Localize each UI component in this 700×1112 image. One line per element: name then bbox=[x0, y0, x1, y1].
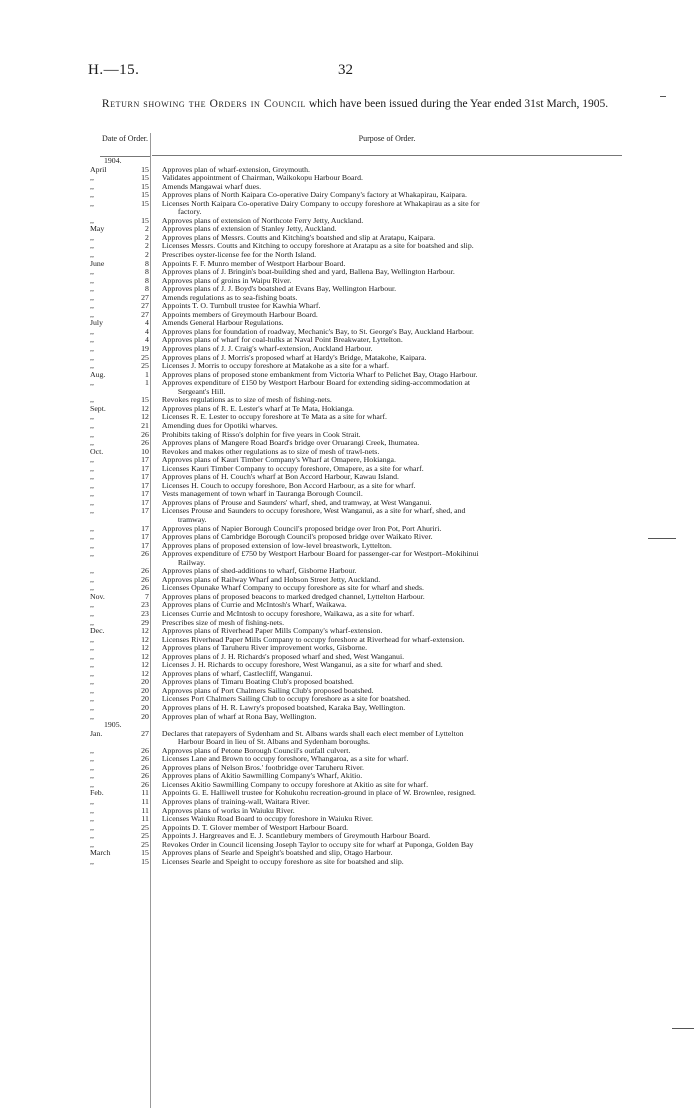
purpose-text: Licenses North Kaipara Co-operative Dairy Company to occupy foreshore at Whakapirau as a site for bbox=[161, 198, 480, 208]
day-cell: 15 bbox=[141, 848, 149, 858]
purpose-continuation: tramway. bbox=[177, 514, 207, 524]
purpose-text: Approves plans of H. R. Lawry's proposed boatshed, Karaka Bay, Wellington. bbox=[161, 703, 406, 712]
month-cell: ,, bbox=[90, 241, 94, 251]
purpose-text: Prohibits taking of Risso's dolphin for five years in Cook Strait. bbox=[161, 429, 361, 439]
month-cell: May bbox=[90, 224, 105, 234]
purpose-text: Approves plans of Railway Wharf and Hobson Street Jetty, Auckland. bbox=[161, 574, 381, 584]
month-cell: ,, bbox=[90, 352, 94, 362]
table-row bbox=[90, 550, 630, 567]
day-cell: 26 bbox=[141, 583, 149, 593]
purpose-text: Appoints D. T. Glover member of Westport Harbour Board. bbox=[161, 822, 349, 832]
purpose-text: Licenses Messrs. Coutts and Kitching to occupy foreshore at Aratapu as a site for boatshed and slip. bbox=[161, 241, 474, 251]
purpose-text: Approves plans of extension of Stanley Jetty, Auckland. bbox=[161, 224, 337, 234]
day-cell: 17 bbox=[141, 497, 149, 507]
day-cell: 12 bbox=[141, 403, 149, 413]
day-cell: 27 bbox=[141, 309, 149, 319]
purpose-text: Amends General Harbour Regulations. bbox=[161, 318, 284, 328]
purpose-text: Approves plans of R. E. Lester's wharf at Te Mata, Hokianga. bbox=[161, 403, 355, 413]
purpose-text: Appoints G. E. Halliwell trustee for Kohukohu recreation-ground in place of W. Brownlee, resigned. bbox=[161, 788, 476, 798]
table-row bbox=[90, 730, 630, 747]
column-header-date: Date of Order. bbox=[100, 133, 150, 157]
day-cell: 11 bbox=[141, 788, 149, 798]
day-cell: 20 bbox=[141, 703, 149, 712]
day-cell: 8 bbox=[144, 258, 149, 268]
purpose-text: Appoints F. F. Munro member of Westport Harbour Board. bbox=[161, 258, 346, 268]
purpose-text: Amends Mangawai wharf dues. bbox=[161, 181, 262, 191]
purpose-text: Licenses Kauri Timber Company to occupy foreshore, Omapere, as a site for wharf. bbox=[161, 463, 424, 473]
month-cell: ,, bbox=[90, 215, 94, 225]
day-cell: 8 bbox=[144, 284, 149, 294]
purpose-text: Approves plans of Port Chalmers Sailing Club's proposed boatshed. bbox=[161, 685, 374, 695]
page-title bbox=[86, 98, 624, 110]
purpose-text: Appoints members of Greymouth Harbour Board. bbox=[161, 309, 318, 319]
purpose-cell bbox=[162, 858, 630, 867]
day-cell: 27 bbox=[141, 728, 149, 738]
month-cell: ,, bbox=[90, 643, 94, 653]
month-cell: Sept. bbox=[90, 403, 106, 413]
month-cell: ,, bbox=[90, 429, 94, 439]
month-cell: ,, bbox=[90, 438, 94, 448]
day-cell: 23 bbox=[141, 600, 149, 610]
purpose-text: Approves plans of proposed extension of low-level breastwork, Lyttelton. bbox=[161, 540, 392, 550]
purpose-cell bbox=[162, 550, 630, 567]
purpose-text: Approves plan of wharf-extension, Greymouth. bbox=[161, 164, 310, 174]
day-cell: 17 bbox=[141, 540, 149, 550]
month-cell: ,, bbox=[90, 275, 94, 285]
day-cell: 12 bbox=[141, 651, 149, 661]
month-cell: ,, bbox=[90, 703, 94, 712]
day-cell: 11 bbox=[141, 805, 149, 815]
month-cell: ,, bbox=[90, 566, 94, 576]
column-header-purpose: Purpose of Order. bbox=[152, 133, 622, 156]
day-cell: 2 bbox=[144, 224, 149, 234]
table-row bbox=[90, 200, 630, 217]
month-cell: ,, bbox=[90, 267, 94, 277]
month-cell: ,, bbox=[90, 797, 94, 807]
month-cell: ,, bbox=[90, 190, 94, 200]
purpose-text: Approves plans of J. Bringin's boat-building shed and yard, Ballena Bay, Wellington Harbour. bbox=[161, 267, 455, 277]
day-cell: 17 bbox=[141, 472, 149, 482]
purpose-text: Licenses Port Chalmers Sailing Club to occupy foreshore as a site for boatshed. bbox=[161, 694, 411, 704]
month-cell: ,, bbox=[90, 771, 94, 781]
month-cell: ,, bbox=[90, 660, 94, 670]
purpose-text: Approves plans of Cambridge Borough Council's proposed bridge over Waikato River. bbox=[161, 532, 433, 542]
month-cell: ,, bbox=[90, 745, 94, 755]
month-cell: ,, bbox=[90, 856, 94, 866]
purpose-text: Approves plans of Akitio Sawmilling Company's Wharf, Akitio. bbox=[161, 771, 363, 781]
day-cell: 17 bbox=[141, 523, 149, 533]
day-cell: 26 bbox=[141, 754, 149, 764]
month-cell: ,, bbox=[90, 532, 94, 542]
purpose-cell bbox=[162, 713, 630, 722]
day-cell: 26 bbox=[141, 438, 149, 448]
day-cell: 1 bbox=[144, 369, 149, 379]
day-cell: 25 bbox=[141, 831, 149, 841]
month-cell: ,, bbox=[90, 250, 94, 260]
day-cell: 17 bbox=[141, 532, 149, 542]
table-row bbox=[90, 713, 630, 722]
purpose-text: Approves plans of training-wall, Waitara River. bbox=[161, 797, 310, 807]
month-cell: ,, bbox=[90, 583, 94, 593]
day-cell: 10 bbox=[141, 446, 149, 456]
month-cell: ,, bbox=[90, 198, 94, 208]
day-cell: 12 bbox=[141, 643, 149, 653]
purpose-text: Approves plans of Petone Borough Council's outfall culvert. bbox=[161, 745, 351, 755]
month-cell: Jan. bbox=[90, 728, 103, 738]
day-cell: 4 bbox=[144, 318, 149, 328]
purpose-continuation: Railway. bbox=[177, 557, 206, 567]
purpose-text: Approves plans of Messrs. Coutts and Kitching's boatshed and slip at Aratapu, Kaipara. bbox=[161, 232, 436, 242]
purpose-text: Approves plans of Prouse and Saunders' wharf, shed, and tramway, at West Wanganui. bbox=[161, 497, 432, 507]
month-cell: ,, bbox=[90, 754, 94, 764]
day-cell: 26 bbox=[141, 566, 149, 576]
day-cell: 11 bbox=[141, 814, 149, 824]
purpose-text: Revokes regulations as to size of mesh of fishing-nets. bbox=[161, 395, 332, 405]
month-cell: ,, bbox=[90, 685, 94, 695]
day-cell: 15 bbox=[141, 856, 149, 866]
day-cell: 25 bbox=[141, 822, 149, 832]
month-cell: Oct. bbox=[90, 446, 104, 456]
month-cell: ,, bbox=[90, 497, 94, 507]
purpose-cell bbox=[162, 730, 630, 747]
month-cell: ,, bbox=[90, 506, 94, 516]
day-cell: 4 bbox=[144, 326, 149, 336]
purpose-text: Licenses Currie and McIntosh to occupy foreshore, Waikawa, as a site for wharf. bbox=[161, 608, 415, 618]
purpose-text: Licenses H. Couch to occupy foreshore, Bon Accord Harbour, as a site for wharf. bbox=[161, 480, 416, 490]
purpose-text: Approves plans of J. J. Craig's wharf-extension, Auckland Harbour. bbox=[161, 344, 373, 354]
purpose-text: Approves plans of J. H. Richards's proposed wharf and shed, West Wanganui. bbox=[161, 651, 405, 661]
purpose-text: Approves plans of North Kaipara Co-operative Dairy Company's factory at Whakapirau, Kaipara. bbox=[161, 190, 467, 200]
purpose-text: Licenses R. E. Lester to occupy foreshore at Te Mata as a site for wharf. bbox=[161, 412, 388, 422]
purpose-text: Licenses J. Morris to occupy foreshore at Matakohe as a site for a wharf. bbox=[161, 361, 390, 371]
day-cell: 15 bbox=[141, 173, 149, 183]
month-cell: ,, bbox=[90, 395, 94, 405]
document-reference: H.—15. bbox=[88, 62, 140, 78]
month-cell: ,, bbox=[90, 292, 94, 302]
day-cell: 11 bbox=[141, 797, 149, 807]
orders-table bbox=[90, 157, 630, 866]
day-cell: 4 bbox=[144, 335, 149, 345]
purpose-text: Approves plans of Kauri Timber Company's Wharf at Omapere, Hokianga. bbox=[161, 455, 396, 465]
day-cell: 15 bbox=[141, 198, 149, 208]
day-cell: 15 bbox=[141, 395, 149, 405]
month-cell: April bbox=[90, 164, 107, 174]
purpose-text: Approves plans of shed-additions to wharf, Gisborne Harbour. bbox=[161, 566, 357, 576]
day-cell: 25 bbox=[141, 839, 149, 849]
day-cell: 21 bbox=[141, 420, 149, 430]
month-cell: ,, bbox=[90, 326, 94, 336]
purpose-text: Appoints J. Hargreaves and E. J. Scantlebury members of Greymouth Harbour Board. bbox=[161, 831, 431, 841]
month-cell: ,, bbox=[90, 608, 94, 618]
purpose-text: Approves plans of Nelson Bros.' footbridge over Taruheru River. bbox=[161, 762, 364, 772]
month-cell: ,, bbox=[90, 463, 94, 473]
month-cell: ,, bbox=[90, 677, 94, 687]
month-cell: ,, bbox=[90, 455, 94, 465]
month-cell: March bbox=[90, 848, 111, 858]
purpose-text: Approves plans of Riverhead Paper Mills Company's wharf-extension. bbox=[161, 626, 383, 636]
day-cell: 17 bbox=[141, 506, 149, 516]
year-label: 1905. bbox=[104, 720, 122, 730]
purpose-text: Approves plans of Currie and McIntosh's Wharf, Waikawa. bbox=[161, 600, 347, 610]
month-cell: ,, bbox=[90, 617, 94, 627]
purpose-continuation: factory. bbox=[177, 207, 202, 217]
month-cell: ,, bbox=[90, 523, 94, 533]
day-cell: 12 bbox=[141, 412, 149, 422]
day-cell: 20 bbox=[141, 711, 149, 721]
purpose-text: Approves plans of works in Waiuku River. bbox=[161, 805, 295, 815]
day-cell: 25 bbox=[141, 361, 149, 371]
year-label: 1904. bbox=[104, 156, 122, 165]
day-cell: 20 bbox=[141, 685, 149, 695]
month-cell: ,, bbox=[90, 181, 94, 191]
purpose-text: Appoints T. O. Turnbull trustee for Kawhia Wharf. bbox=[161, 301, 321, 311]
purpose-text: Approves plans of H. Couch's wharf at Bon Accord Harbour, Kawau Island. bbox=[161, 472, 399, 482]
purpose-cell bbox=[162, 200, 630, 217]
month-cell: ,, bbox=[90, 361, 94, 371]
month-cell: ,, bbox=[90, 762, 94, 772]
purpose-text: Approves plan of wharf at Rona Bay, Wellington. bbox=[161, 711, 317, 721]
purpose-text: Approves plans of Napier Borough Council's proposed bridge over Iron Pot, Port Ahuriri. bbox=[161, 523, 442, 533]
purpose-text: Licenses Riverhead Paper Mills Company to occupy foreshore at Riverhead for wharf-extension. bbox=[161, 634, 465, 644]
month-cell: ,, bbox=[90, 651, 94, 661]
day-cell: 27 bbox=[141, 292, 149, 302]
day-cell: 26 bbox=[141, 762, 149, 772]
day-cell: 17 bbox=[141, 463, 149, 473]
purpose-text: Licenses Akitio Sawmilling Company to occupy foreshore at Akitio as site for wharf. bbox=[161, 779, 429, 789]
month-cell: ,, bbox=[90, 301, 94, 311]
purpose-text: Approves plans of wharf for coal-hulks at Naval Point Breakwater, Lyttelton. bbox=[161, 335, 403, 345]
day-cell: 15 bbox=[141, 164, 149, 174]
day-cell: 27 bbox=[141, 301, 149, 311]
purpose-text: Prescribes size of mesh of fishing-nets. bbox=[161, 617, 285, 627]
day-cell: 26 bbox=[141, 549, 149, 559]
month-cell: Dec. bbox=[90, 626, 105, 636]
purpose-text: Approves plans of Searle and Speight's boatshed and slip, Otago Harbour. bbox=[161, 848, 393, 858]
month-cell: July bbox=[90, 318, 103, 328]
purpose-text: Licenses Waiuku Road Board to occupy foreshore in Waiuku River. bbox=[161, 814, 373, 824]
month-cell: ,, bbox=[90, 711, 94, 721]
purpose-continuation: Harbour Board in lieu of St. Albans and Sydenham boroughs. bbox=[177, 737, 370, 747]
purpose-text: Approves plans of wharf, Castlecliff, Wanganui. bbox=[161, 668, 313, 678]
purpose-text: Licenses Prouse and Saunders to occupy foreshore, West Wanganui, as a site for wharf, shed, and bbox=[161, 506, 466, 516]
margin-mark bbox=[672, 1028, 694, 1029]
month-cell: ,, bbox=[90, 600, 94, 610]
day-cell: 2 bbox=[144, 232, 149, 242]
table-row bbox=[90, 858, 630, 867]
day-cell: 12 bbox=[141, 660, 149, 670]
table-row bbox=[90, 507, 630, 524]
month-cell: ,, bbox=[90, 549, 94, 559]
purpose-text: Approves plans of Taruheru River improvement works, Gisborne. bbox=[161, 643, 368, 653]
month-cell: ,, bbox=[90, 420, 94, 430]
month-cell: ,, bbox=[90, 634, 94, 644]
day-cell: 26 bbox=[141, 771, 149, 781]
day-cell: 17 bbox=[141, 455, 149, 465]
month-cell: ,, bbox=[90, 779, 94, 789]
day-cell: 7 bbox=[144, 591, 149, 601]
day-cell: 17 bbox=[141, 480, 149, 490]
day-cell: 1 bbox=[144, 378, 149, 388]
month-cell: ,, bbox=[90, 309, 94, 319]
day-cell: 26 bbox=[141, 429, 149, 439]
purpose-text: Approves plans of proposed stone embankment from Victoria Wharf to Pelichet Bay, Otago Harbour. bbox=[161, 369, 478, 379]
purpose-text: Licenses Opunake Wharf Company to occupy foreshore as site for wharf and sheds. bbox=[161, 583, 424, 593]
purpose-continuation: Sergeant's Hill. bbox=[177, 386, 226, 396]
month-cell: ,, bbox=[90, 335, 94, 345]
purpose-text: Licenses Lane and Brown to occupy foreshore, Whangaroa, as a site for wharf. bbox=[161, 754, 409, 764]
title-rest: which have been issued during the Year ended 31st March, 1905. bbox=[305, 98, 609, 110]
month-cell: ,, bbox=[90, 668, 94, 678]
month-cell: Feb. bbox=[90, 788, 104, 798]
month-cell: June bbox=[90, 258, 105, 268]
purpose-text: Approves plans of extension of Northcote Ferry Jetty, Auckland. bbox=[161, 215, 364, 225]
month-cell: Aug. bbox=[90, 369, 106, 379]
table-row bbox=[90, 379, 630, 396]
day-cell: 20 bbox=[141, 677, 149, 687]
title-smallcaps: Return showing the Orders in Council bbox=[101, 98, 306, 110]
day-cell: 12 bbox=[141, 668, 149, 678]
month-cell: ,, bbox=[90, 472, 94, 482]
day-cell: 12 bbox=[141, 634, 149, 644]
month-cell: ,, bbox=[90, 412, 94, 422]
month-cell: ,, bbox=[90, 378, 94, 388]
day-cell: 17 bbox=[141, 489, 149, 499]
day-cell: 19 bbox=[141, 344, 149, 354]
month-cell: ,, bbox=[90, 831, 94, 841]
purpose-text: Approves plans of proposed beacons to marked dredged channel, Lyttelton Harbour. bbox=[161, 591, 425, 601]
purpose-text: Licenses Searle and Speight to occupy foreshore as site for boatshed and slip. bbox=[161, 856, 404, 866]
day-cell: 20 bbox=[141, 694, 149, 704]
month-cell: ,, bbox=[90, 822, 94, 832]
month-cell: ,, bbox=[90, 540, 94, 550]
purpose-text: Approves plans of groins in Waipu River. bbox=[161, 275, 292, 285]
purpose-text: Revokes Order in Council licensing Joseph Taylor to occupy site for wharf at Puponga, Golden Bay bbox=[161, 839, 474, 849]
day-cell: 23 bbox=[141, 608, 149, 618]
month-cell: ,, bbox=[90, 480, 94, 490]
day-cell: 8 bbox=[144, 275, 149, 285]
day-cell: 8 bbox=[144, 267, 149, 277]
month-cell: ,, bbox=[90, 814, 94, 824]
month-cell: ,, bbox=[90, 173, 94, 183]
purpose-cell bbox=[162, 507, 630, 524]
month-cell: ,, bbox=[90, 284, 94, 294]
month-cell: ,, bbox=[90, 574, 94, 584]
purpose-text: Declares that ratepayers of Sydenham and St. Albans wards shall each elect member of Lyttelton bbox=[161, 728, 464, 738]
margin-mark bbox=[660, 96, 666, 97]
month-cell: ,, bbox=[90, 805, 94, 815]
month-cell: ,, bbox=[90, 344, 94, 354]
purpose-text: Approves plans for foundation of roadway, Mechanic's Bay, to St. George's Bay, Auckland Harbour. bbox=[161, 326, 474, 336]
day-cell: 26 bbox=[141, 779, 149, 789]
day-cell: 29 bbox=[141, 617, 149, 627]
day-cell: 2 bbox=[144, 250, 149, 260]
purpose-text: Approves expenditure of £150 by Westport Harbour Board for extending siding-accommodation at bbox=[161, 378, 471, 388]
month-cell: ,, bbox=[90, 232, 94, 242]
day-cell: 2 bbox=[144, 241, 149, 251]
month-cell: ,, bbox=[90, 839, 94, 849]
purpose-text: Prescribes oyster-license fee for the North Island. bbox=[161, 250, 317, 260]
day-cell: 15 bbox=[141, 181, 149, 191]
purpose-text: Licenses J. H. Richards to occupy foreshore, West Wanganui, as a site for wharf and shed. bbox=[161, 660, 443, 670]
page-number: 32 bbox=[338, 62, 353, 78]
day-cell: 25 bbox=[141, 352, 149, 362]
month-cell: Nov. bbox=[90, 591, 105, 601]
purpose-cell bbox=[162, 379, 630, 396]
purpose-text: Amending dues for Opotiki wharves. bbox=[161, 420, 278, 430]
margin-mark bbox=[648, 538, 676, 539]
day-cell: 15 bbox=[141, 190, 149, 200]
purpose-text: Approves plans of Timaru Boating Club's proposed boatshed. bbox=[161, 677, 354, 687]
purpose-text: Approves expenditure of £750 by Westport Harbour Board for passenger-car for Westport–Mokihinui bbox=[161, 549, 479, 559]
purpose-text: Revokes and makes other regulations as to size of mesh of trawl-nets. bbox=[161, 446, 380, 456]
purpose-text: Vests management of town wharf in Tauranga Borough Council. bbox=[161, 489, 363, 499]
month-cell: ,, bbox=[90, 694, 94, 704]
month-cell: ,, bbox=[90, 489, 94, 499]
day-cell: 26 bbox=[141, 745, 149, 755]
purpose-text: Amends regulations as to sea-fishing boats. bbox=[161, 292, 298, 302]
day-cell: 12 bbox=[141, 626, 149, 636]
purpose-text: Approves plans of Mangere Road Board's bridge over Oruarangi Creek, Ihumatea. bbox=[161, 438, 420, 448]
day-cell: 15 bbox=[141, 215, 149, 225]
purpose-text: Approves plans of J. J. Boyd's boatshed at Evans Bay, Wellington Harbour. bbox=[161, 284, 397, 294]
purpose-text: Validates appointment of Chairman, Waikokopu Harbour Board. bbox=[161, 173, 363, 183]
purpose-text: Approves plans of J. Morris's proposed wharf at Hardy's Bridge, Matakohe, Kaipara. bbox=[161, 352, 427, 362]
day-cell: 26 bbox=[141, 574, 149, 584]
